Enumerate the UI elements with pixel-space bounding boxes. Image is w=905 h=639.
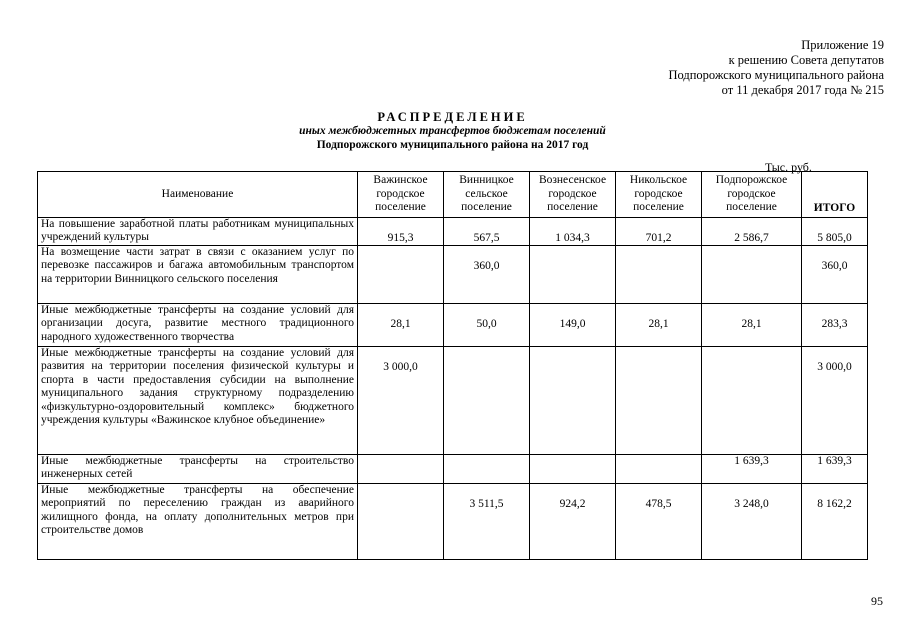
cell-value: 915,3 [358,218,444,246]
cell-value: 149,0 [530,304,616,347]
cell-value: 8 162,2 [802,484,868,560]
column-header-total: ИТОГО [802,172,868,218]
cell-value [358,484,444,560]
table-header-row [38,172,868,218]
title-subtitle-1: иных межбюджетных трансфертов бюджетам поселений [299,125,606,137]
row-name: Иные межбюджетные трансферты на обеспечение мероприятий по переселению граждан из аварийного жилищного фонда, на оплату дополнительных метров при строительстве домов [38,484,358,560]
table-row [38,347,868,455]
cell-value: 701,2 [616,218,702,246]
table-row [38,455,868,484]
page-number: 95 [871,594,883,608]
header-line-decision: к решению Совета депутатов [728,53,884,67]
cell-value: 28,1 [616,304,702,347]
header-line-date: от 11 декабря 2017 года № 215 [721,83,884,97]
cell-value [358,455,444,484]
column-header-vazhinskoe: Важинское городское поселение [358,172,444,218]
cell-value [616,246,702,304]
cell-value [530,246,616,304]
column-header-name: Наименование [38,172,358,218]
header-line-appendix: Приложение 19 [801,38,884,52]
title-main: РАСПРЕДЕЛЕНИЕ [377,110,528,124]
cell-value: 3 511,5 [444,484,530,560]
transfers-table [37,171,868,560]
cell-value [702,246,802,304]
cell-value [530,347,616,455]
row-name: На возмещение части затрат в связи с оказанием услуг по перевозке пассажиров и багажа автомобильным транспортом на территории Винницкого сельского поселения [38,246,358,304]
cell-value: 1 639,3 [702,455,802,484]
cell-value: 3 000,0 [802,347,868,455]
cell-value [702,347,802,455]
cell-value [616,347,702,455]
cell-value: 283,3 [802,304,868,347]
cell-value: 50,0 [444,304,530,347]
table-row [38,304,868,347]
cell-value [444,347,530,455]
cell-value [358,246,444,304]
units-label: Тыс. руб. [765,160,812,174]
header-line-district: Подпорожского муниципального района [668,68,884,82]
table-row [38,246,868,304]
cell-value: 28,1 [358,304,444,347]
cell-value: 360,0 [444,246,530,304]
cell-value: 3 248,0 [702,484,802,560]
cell-value: 478,5 [616,484,702,560]
cell-value: 1 639,3 [802,455,868,484]
title-subtitle-2: Подпорожского муниципального района на 2017 год [316,139,589,151]
row-name: Иные межбюджетные трансферты на строительство инженерных сетей [38,455,358,484]
cell-value [444,455,530,484]
document-header [668,38,884,98]
row-name: На повышение заработной платы работникам муниципальных учреждений культуры [38,218,358,246]
document-title [0,110,905,152]
column-header-podporozhskoe: Подпорожское городское поселение [702,172,802,218]
row-name: Иные межбюджетные трансферты на создание условий для развития на территории поселения физической культуры и спорта в части предоставления субсидии на выполнение муниципального задания структурному подразделению «физкультурно-оздоровительный комплекс» бюджетного учреждения культуры «Важинское клубное объединение» [38,347,358,455]
column-header-nikolskoe: Никольское городское поселение [616,172,702,218]
cell-value: 1 034,3 [530,218,616,246]
cell-value: 5 805,0 [802,218,868,246]
cell-value: 360,0 [802,246,868,304]
cell-value: 567,5 [444,218,530,246]
cell-value: 2 586,7 [702,218,802,246]
column-header-voznesenskoe: Вознесенское городское поселение [530,172,616,218]
cell-value [616,455,702,484]
table-row [38,218,868,246]
table-row [38,484,868,560]
row-name: Иные межбюджетные трансферты на создание условий для организации досуга, развитие местного традиционного народного художественного творчества [38,304,358,347]
cell-value [530,455,616,484]
cell-value: 28,1 [702,304,802,347]
cell-value: 3 000,0 [358,347,444,455]
column-header-vinnitskoe: Винницкое сельское поселение [444,172,530,218]
cell-value: 924,2 [530,484,616,560]
